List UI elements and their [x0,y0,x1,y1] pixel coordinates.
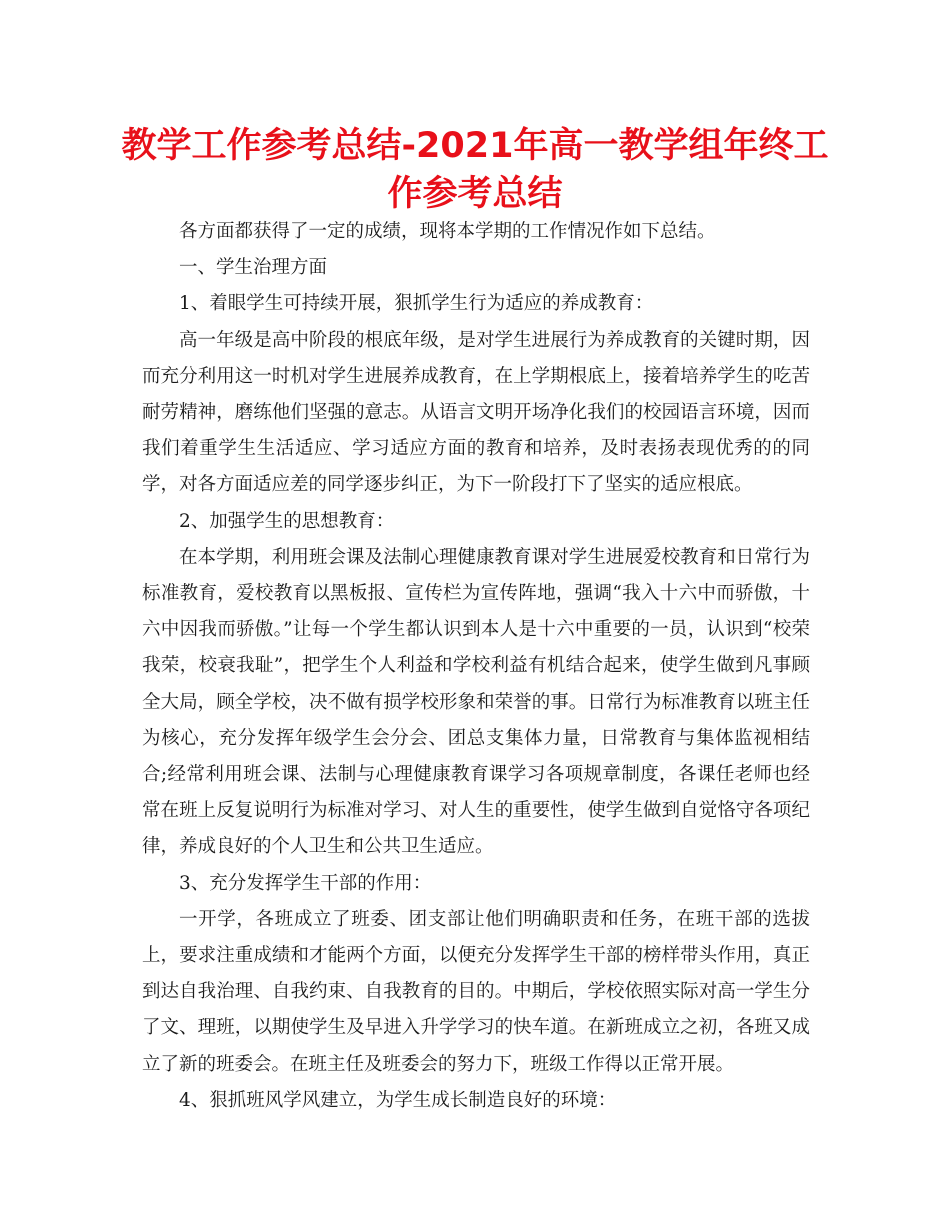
paragraph: 在本学期，利用班会课及法制心理健康教育课对学生进展爱校教育和日常行为标准教育，爱校教育以黑板报、宣传栏为宣传阵地，强调“我入十六中而骄傲，十六中因我而骄傲。”让每一个学生都认识到本人是十六中重要的一员，认识到“校荣我荣，校衰我耻”，把学生个人利益和学校利益有机结合起来，使学生做到凡事顾全大局，顾全学校，决不做有损学校形象和荣誉的事。日常行为标准教育以班主任为核心，充分发挥年级学生会分会、团总支集体力量，日常教育与集体监视相结合;经常利用班会课、法制与心理健康教育课学习各项规章制度，各课任老师也经常在班上反复说明行为标准对学习、对人生的重要性，使学生做到自觉恪守各项纪律，养成良好的个人卫生和公共卫生适应。 [142,546,810,858]
paragraph: 一开学，各班成立了班委、团支部让他们明确职责和任务，在班干部的选拔上，要求注重成绩和才能两个方面，以便充分发挥学生干部的榜样带头作用，真正到达自我治理、自我约束、自我教育的目的。中期后，学校依照实际对高一学生分了文、理班，以期使学生及早进入升学学习的快车道。在新班成立之初，各班又成立了新的班委会。在班主任及班委会的努力下，班级工作得以正常开展。 [142,908,810,1075]
document-body [142,214,810,1119]
paragraph: 高一年级是高中阶段的根底年级，是对学生进展行为养成教育的关键时期，因而充分利用这一时机对学生进展养成教育，在上学期根底上，接着培养学生的吃苦耐劳精神，磨练他们坚强的意志。从语言文明开场净化我们的校园语言环境，因而我们着重学生生活适应、学习适应方面的教育和培养，及时表扬表现优秀的的同学，对各方面适应差的同学逐步纠正，为下一阶段打下了坚实的适应根底。 [142,329,810,496]
section-heading: 一、学生治理方面 [179,257,328,279]
paragraph: 各方面都获得了一定的成绩，现将本学期的工作情况作如下总结。 [179,221,716,242]
subsection-heading: 1、着眼学生可持续开展，狠抓学生行为适应的养成教育： [179,293,654,315]
document-title: 教学工作参考总结-2021年高一教学组年终工作参考总结 [121,126,829,214]
subsection-heading: 4、狠抓班风学风建立，为学生成长制造良好的环境： [179,1089,617,1111]
subsection-heading: 2、加强学生的思想教育： [179,510,395,532]
subsection-heading: 3、充分发挥学生干部的作用： [179,872,432,894]
